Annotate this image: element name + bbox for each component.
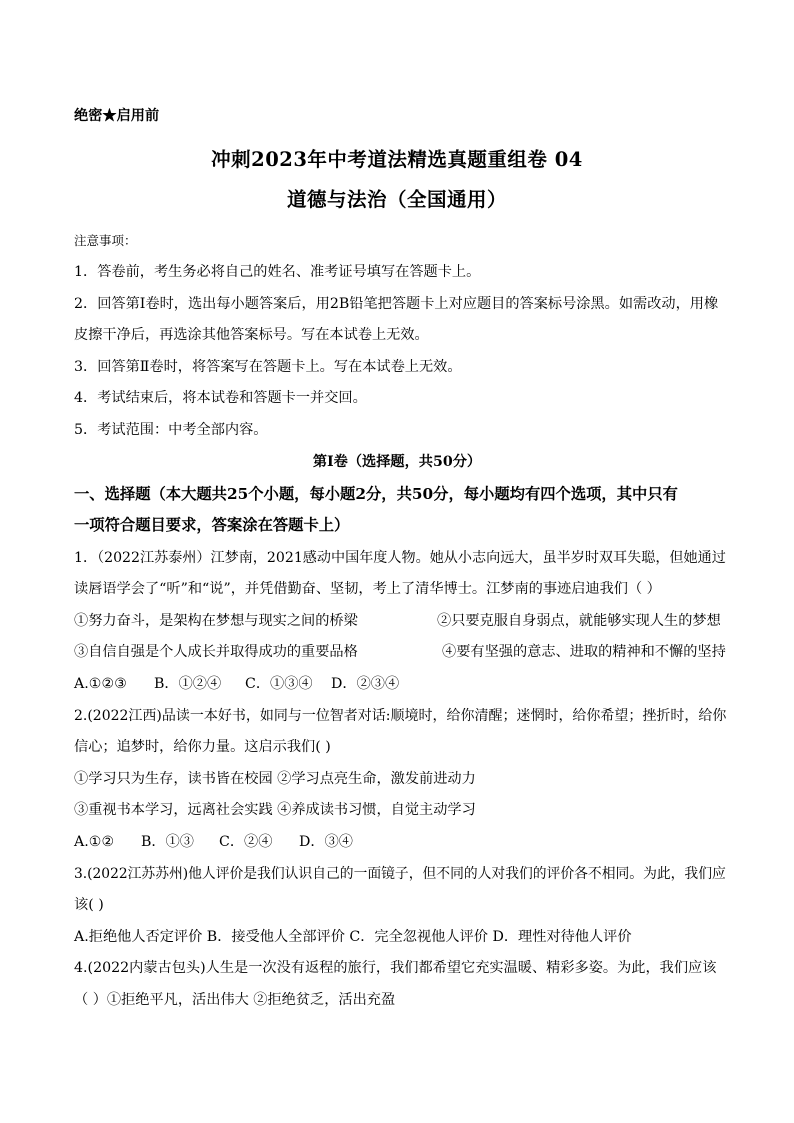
notice-heading: 注意事项：: [74, 233, 137, 248]
notice-item: 2．回答第Ⅰ卷时，选出每小题答案后，用2B铅笔把答题卡上对应题目的答案标号涂黑。如需改动，用橡: [74, 296, 719, 312]
exam-title: 冲刺2023年中考道法精选真题重组卷 04: [211, 148, 583, 171]
statement: ①努力奋斗，是架构在梦想与现实之间的桥梁: [74, 613, 358, 629]
answer-choice: D．③④: [299, 834, 353, 850]
notice-item: 皮擦干净后，再选涂其他答案标号。写在本试卷上无效。: [74, 327, 429, 343]
secret-mark: 绝密★启用前: [74, 108, 160, 124]
answer-choice: A.①②: [74, 834, 115, 850]
statement: ②只要克服自身弱点，就能够实现人生的梦想: [437, 613, 721, 629]
answer-choices: A.拒绝他人否定评价 B．接受他人全部评价 C．完全忽视他人评价 D．理性对待他人评价: [74, 929, 632, 945]
notice-item: 4．考试结束后，将本试卷和答题卡一并交回。: [74, 390, 367, 406]
question-stem: 读唇语学会了“听”和“说”，并凭借勤奋、坚韧，考上了清华博士。江梦南的事迹启迪我们（ ）: [74, 581, 661, 597]
answer-choice: B．①③: [141, 834, 194, 850]
statement: ④要有坚强的意志、进取的精神和不懈的坚持: [442, 644, 726, 660]
section-instruction: 一项符合题目要求，答案涂在答题卡上）: [74, 516, 350, 534]
question-stem: 2.(2022江西)品读一本好书，如同与一位智者对话:顺境时，给你清醒；迷惘时，给你希望；挫折时，给你: [74, 708, 727, 724]
answer-choice: A.①②③: [74, 676, 127, 692]
notice-item: 3．回答第Ⅱ卷时，将答案写在答题卡上。写在本试卷上无效。: [74, 359, 462, 375]
answer-choice: D．②③④: [331, 676, 400, 692]
notice-item: 1．答卷前，考生务必将自己的姓名、准考证号填写在答题卡上。: [74, 264, 481, 280]
answer-choice: C．②④: [219, 834, 273, 850]
statement: ①学习只为生存，读书皆在校园 ②学习点亮生命，激发前进动力: [74, 771, 476, 787]
statement: ③重视书本学习，远离社会实践 ④养成读书习惯，自觉主动学习: [74, 802, 476, 818]
question-stem: 1．（2022江苏泰州）江梦南，2021感动中国年度人物。她从小志向远大，虽半岁时双耳失聪，但她通过: [74, 550, 726, 566]
question-stem: 4.(2022内蒙古包头)人生是一次没有返程的旅行，我们都希望它充实温暖、精彩多姿。为此，我们应该: [74, 960, 717, 976]
exam-subtitle: 道德与法治（全国通用）: [286, 188, 507, 211]
question-stem: 信心；追梦时，给你力量。这启示我们( ): [74, 739, 331, 755]
statement: ③自信自强是个人成长并取得成功的重要品格: [74, 644, 358, 660]
answer-choice: B．①②④: [154, 676, 222, 692]
notice-item: 5．考试范围：中考全部内容。: [74, 422, 268, 438]
question-stem: 3.(2022江苏苏州)他人评价是我们认识自己的一面镜子，但不同的人对我们的评价各不相同。为此，我们应: [74, 866, 726, 882]
answer-choice: C．①③④: [245, 676, 313, 692]
section-title: 第Ⅰ卷（选择题，共50分）: [312, 454, 482, 470]
question-stem: 该( ): [74, 897, 104, 913]
section-instruction: 一、选择题（本大题共25个小题，每小题2分，共50分，每小题均有四个选项，其中只有: [74, 485, 678, 503]
question-stem: （ ）①拒绝平凡，活出伟大 ②拒绝贫乏，活出充盈: [74, 992, 396, 1008]
